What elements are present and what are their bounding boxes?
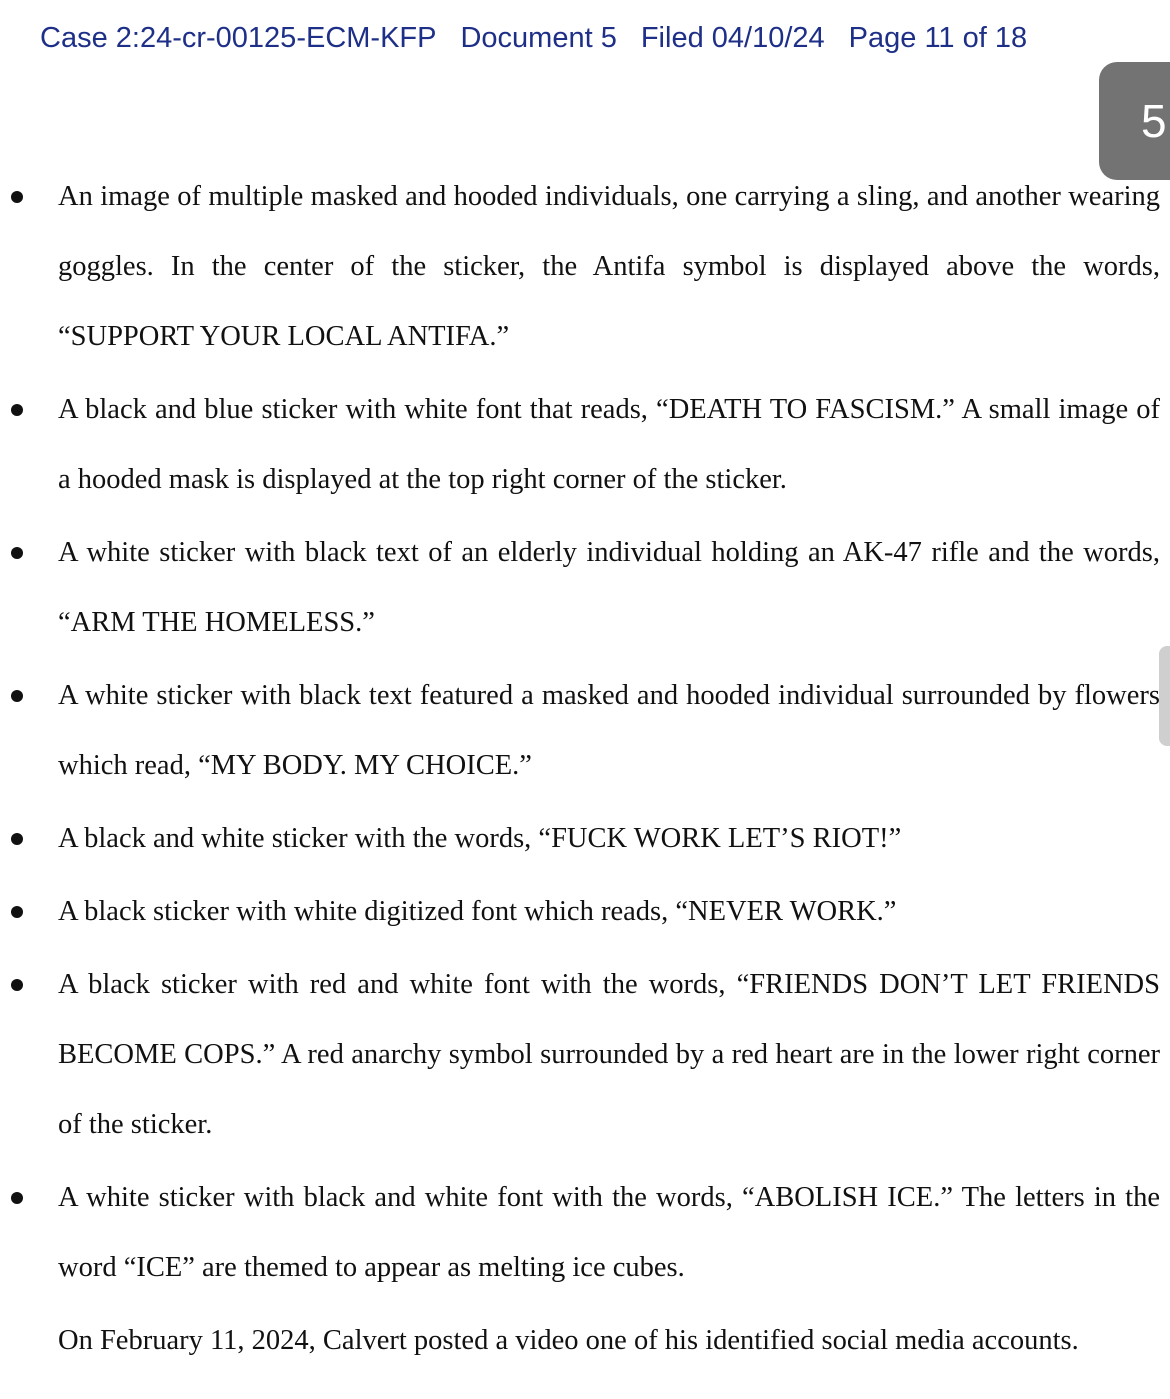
page-count: Page 11 of 18 xyxy=(848,22,1028,54)
closing-paragraph: On February 11, 2024, Calvert posted a video one of his identified social media accounts. xyxy=(58,1325,1079,1356)
list-item-text: A white sticker with black text featured a masked and hooded individual surrounded by flowers which read, “MY BODY. MY CHOICE.” xyxy=(58,680,1160,781)
list-item-text: A black and blue sticker with white font that reads, “DEATH TO FASCISM.” A small image of a hooded mask is displayed at the top right corner of the sticker. xyxy=(58,394,1160,495)
bullet-icon xyxy=(11,547,23,559)
list-item xyxy=(0,661,1170,801)
list-item-text: A black sticker with white digitized font which reads, “NEVER WORK.” xyxy=(58,896,897,927)
list-item xyxy=(0,1163,1170,1303)
bullet-icon xyxy=(11,906,23,918)
list-item xyxy=(0,518,1170,658)
bullet-icon xyxy=(11,979,23,991)
filed-date: Filed 04/10/24 xyxy=(640,22,825,54)
list-item xyxy=(0,162,1170,372)
list-item xyxy=(0,375,1170,515)
list-item-text: A black and white sticker with the words, “FUCK WORK LET’S RIOT!” xyxy=(58,823,902,854)
list-item-text: A white sticker with black and white font with the words, “ABOLISH ICE.” The letters in the word “ICE” are themed to appear as melting ice cubes. xyxy=(58,1182,1160,1283)
bullet-icon xyxy=(11,690,23,702)
list-item-text: A black sticker with red and white font with the words, “FRIENDS DON’T LET FRIENDS BECOME COPS.” A red anarchy symbol surrounded by a red heart are in the lower right corner of the sticker. xyxy=(58,969,1160,1140)
bullet-icon xyxy=(11,404,23,416)
bullet-icon xyxy=(11,1192,23,1204)
bullet-icon xyxy=(11,191,23,203)
document-number: Document 5 xyxy=(460,22,617,54)
list-item xyxy=(0,804,1170,874)
list-item xyxy=(0,950,1170,1160)
document-body xyxy=(0,162,1170,1376)
list-item-text: A white sticker with black text of an elderly individual holding an AK-47 rifle and the words, “ARM THE HOMELESS.” xyxy=(58,537,1160,638)
case-header xyxy=(40,22,1051,55)
page-badge: 5 xyxy=(1099,62,1170,180)
case-number: Case 2:24-cr-00125-ECM-KFP xyxy=(40,22,437,54)
bullet-icon xyxy=(11,833,23,845)
list-item-text: An image of multiple masked and hooded individuals, one carrying a sling, and another wearing goggles. In the center of the sticker, the Antifa symbol is displayed above the words, “SUPPORT YOUR LOCAL ANTIFA.” xyxy=(58,181,1160,352)
list-item xyxy=(0,877,1170,947)
